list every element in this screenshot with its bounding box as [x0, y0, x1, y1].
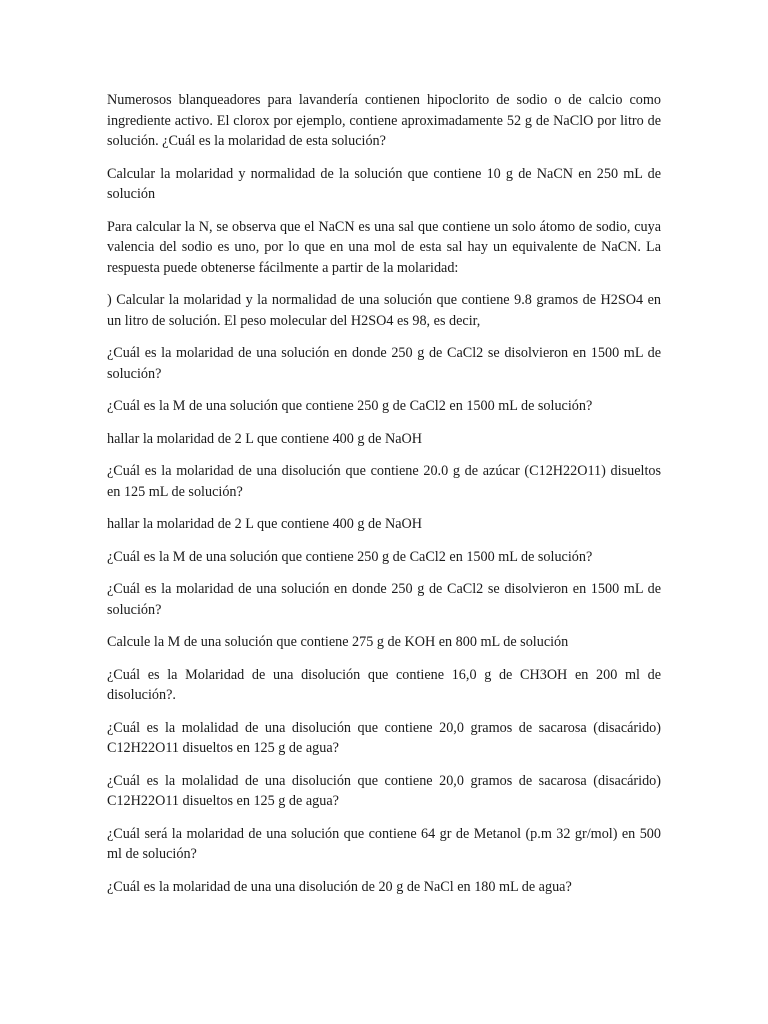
paragraph-koh-question: Calcule la M de una solución que contiene 275 g de KOH en 800 mL de solución: [107, 634, 569, 650]
paragraph-ch3oh-question: ¿Cuál es la Molaridad de una disolución que contiene 16,0 g de CH3OH en 200 ml de disolución?.: [107, 666, 661, 703]
paragraph-normality-explanation: Para calcular la N, se observa que el NaCN es una sal que contiene un solo átomo de sodio, cuya valencia del sodio es uno, por lo que en una mol de esta sal hay un equivalente de NaCN. La respuesta puede obtenerse fácilmente a partir de la molaridad:: [107, 218, 661, 276]
paragraph-naoh-question: hallar la molaridad de 2 L que contiene 400 g de NaOH: [107, 430, 423, 447]
paragraph-cacl2-question: ¿Cuál es la molaridad de una solución en donde 250 g de CaCl2 se disolvieron en 1500 mL de solución?: [107, 345, 661, 382]
paragraph-nacl-question: ¿Cuál es la molaridad de una una disolución de 20 g de NaCl en 180 mL de agua?: [107, 878, 572, 895]
paragraph-bleach-question: Numerosos blanqueadores para lavandería contienen hipoclorito de sodio o de calcio como ingrediente activo. El clorox por ejemplo, contiene aproximadamente 52 g de NaClO por litro de solución. ¿Cuál es la molaridad de esta solución?: [107, 92, 661, 149]
paragraph-naoh-question-repeat: hallar la molaridad de 2 L que contiene 400 g de NaOH: [107, 516, 423, 532]
paragraph-cacl2-m-question-repeat: ¿Cuál es la M de una solución que contiene 250 g de CaCl2 en 1500 mL de solución?: [107, 548, 593, 565]
paragraph-cacl2-m-question: ¿Cuál es la M de una solución que contiene 250 g de CaCl2 en 1500 mL de solución?: [107, 398, 593, 414]
paragraph-sugar-question: ¿Cuál es la molaridad de una disolución que contiene 20.0 g de azúcar (C12H22O11) disueltos en 125 mL de solución?: [107, 463, 661, 500]
paragraph-nacn-question: Calcular la molaridad y normalidad de la solución que contiene 10 g de NaCN en 250 mL de solución: [107, 165, 661, 202]
paragraph-h2so4-question: ) Calcular la molaridad y la normalidad de una solución que contiene 9.8 gramos de H2SO4 en un litro de solución. El peso molecular del H2SO4 es 98, es decir,: [107, 292, 661, 329]
paragraph-sucrose-molality-question: ¿Cuál es la molalidad de una disolución que contiene 20,0 gramos de sacarosa (disacárido) C12H22O11 disueltos en 125 g de agua?: [107, 719, 661, 756]
document-page: [107, 90, 661, 909]
paragraph-cacl2-question-repeat: ¿Cuál es la molaridad de una solución en donde 250 g de CaCl2 se disolvieron en 1500 mL de solución?: [107, 581, 661, 618]
paragraph-sucrose-molality-question-repeat: ¿Cuál es la molalidad de una disolución que contiene 20,0 gramos de sacarosa (disacárido) C12H22O11 disueltos en 125 g de agua?: [107, 772, 661, 809]
paragraph-methanol-question: ¿Cuál será la molaridad de una solución que contiene 64 gr de Metanol (p.m 32 gr/mol) en 500 ml de solución?: [107, 825, 661, 862]
